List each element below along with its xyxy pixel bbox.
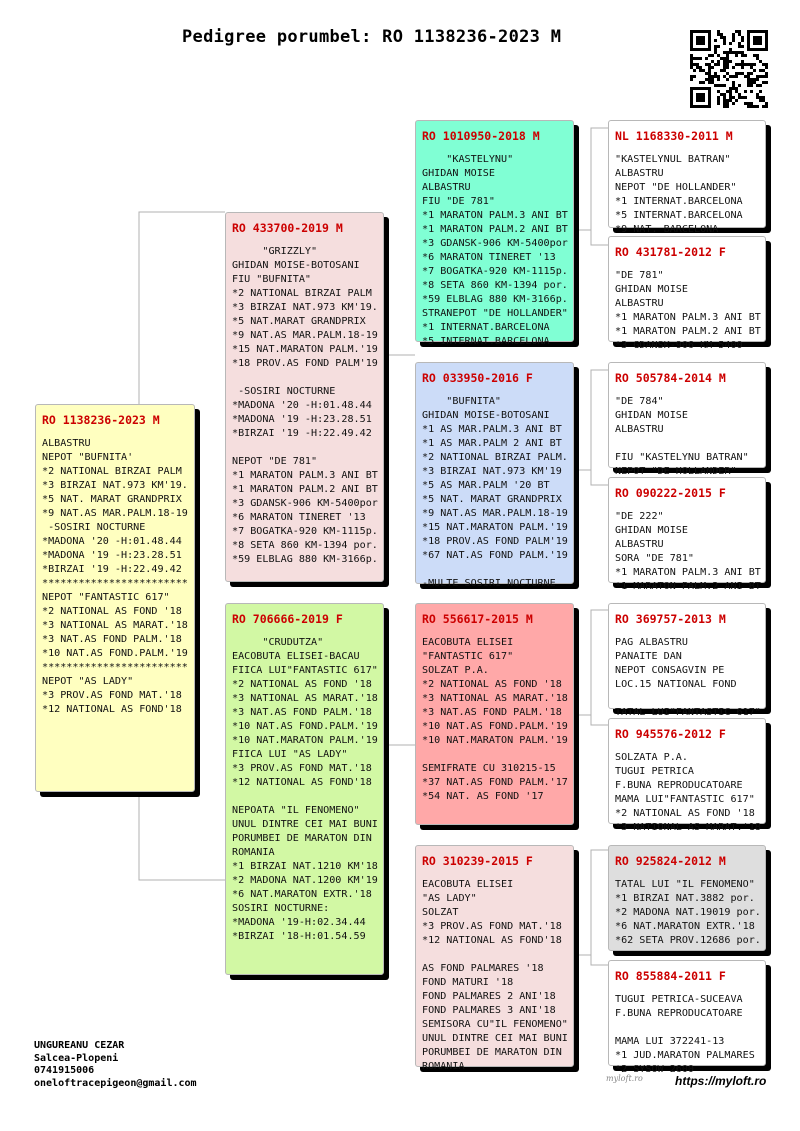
pedigree-card-dd-sire[interactable] bbox=[608, 845, 766, 951]
pedigree-line: *67 NAT.AS FOND PALM.'19 bbox=[422, 550, 568, 561]
breeder-location: Salcea-Plopeni bbox=[34, 1052, 119, 1064]
pedigree-line: STRANEPOT "DE HOLLANDER" bbox=[422, 308, 568, 319]
pedigree-line: NEPOT "DE HOLLANDER" bbox=[615, 182, 737, 193]
ring-number: RO 925824-2012 M bbox=[615, 854, 726, 868]
pedigree-line: *3 BIRZAI NAT.973 KM'19. bbox=[232, 302, 378, 313]
ring-number: NL 1168330-2011 M bbox=[615, 129, 733, 143]
pedigree-line: *12 NATIONAL AS FOND'18 bbox=[232, 777, 372, 788]
breeder-info bbox=[34, 1040, 197, 1090]
pedigree-card-ds-sire[interactable] bbox=[608, 603, 766, 718]
pedigree-line: *2 MADONA NAT.1200 KM'19 bbox=[232, 875, 378, 886]
pedigree-line: GHIDAN MOISE bbox=[422, 168, 495, 179]
pedigree-line bbox=[232, 790, 377, 804]
signature: myloft.ro bbox=[606, 1074, 643, 1083]
pedigree-line: *MADONA '19-H:02.34.44 bbox=[232, 917, 366, 928]
pedigree-line: *2 NATIONAL BIRZAI PALM. bbox=[422, 452, 568, 463]
pedigree-line: *37 NAT.AS FOND PALM.'17 bbox=[422, 777, 568, 788]
pedigree-line: FIICA LUI "AS LADY" bbox=[232, 749, 348, 760]
pedigree-line: *1 MARATON PALM.2 ANI BT bbox=[422, 224, 568, 235]
pedigree-line: *2 NATIONAL AS FOND '18 bbox=[422, 679, 562, 690]
pedigree-line: *18 PROV.AS FOND PALM'19 bbox=[422, 536, 568, 547]
pedigree-line: *5 NAT. MARAT GRANDPRIX bbox=[42, 494, 182, 505]
website-link[interactable]: https://myloft.ro bbox=[675, 1074, 767, 1088]
pedigree-line: TUGUI PETRICA-SUCEAVA bbox=[615, 994, 743, 1005]
pedigree-line: "CRUDUTZA" bbox=[232, 637, 324, 648]
pedigree-line: FOND PALMARES 2 ANI'18 bbox=[422, 991, 556, 1002]
pedigree-line: "DE 781" bbox=[615, 270, 664, 281]
pedigree-line: ************************ bbox=[42, 662, 188, 673]
pedigree-line: "GRIZZLY" bbox=[232, 246, 318, 257]
pedigree-line: *1 MARATON PALM.3 ANI BT bbox=[232, 470, 378, 481]
pedigree-line: *MADONA '19 -H:23.28.51 bbox=[232, 414, 372, 425]
pedigree-line: NEPOT CONSAGVIN PE bbox=[615, 665, 725, 676]
pedigree-card-sd-sire[interactable] bbox=[608, 362, 766, 477]
pedigree-line bbox=[615, 437, 759, 451]
pedigree-line: *MADONA '19 -H:23.28.51 bbox=[42, 550, 182, 561]
pedigree-line: *BIRZAI '18-H:01.54.59 bbox=[232, 931, 366, 942]
pedigree-line: *2 SYSOW 2600 bbox=[615, 1064, 695, 1075]
pedigree-line: *6 MARATON TINERET '13 bbox=[422, 252, 556, 263]
pedigree-line: *1 BIRZAI NAT.1210 KM'18 bbox=[232, 861, 378, 872]
pedigree-line: *1 MARATON PALM.2 ANI BT bbox=[615, 326, 761, 337]
pedigree-line: PORUMBEI DE MARATON DIN bbox=[232, 833, 372, 844]
pedigree-line: NEPOT "BUFNITA' bbox=[42, 452, 134, 463]
pedigree-line: FIU "KASTELYNU BATRAN" bbox=[615, 452, 749, 463]
pedigree-line: FIU "DE 781" bbox=[422, 196, 495, 207]
pedigree-line: *9 NAT.AS MAR.PALM.18-19 bbox=[232, 330, 378, 341]
pedigree-line: *9 NAT.AS MAR.PALM.18-19 bbox=[422, 508, 568, 519]
pedigree-line bbox=[422, 748, 567, 762]
pedigree-line: AS FOND PALMARES '18 bbox=[422, 963, 544, 974]
pedigree-line: *1 INTERNAT.BARCELONA bbox=[422, 322, 550, 333]
pedigree-line: -SOSIRI NOCTURNE bbox=[232, 386, 336, 397]
pedigree-line: *8 SETA 860 KM-1394 por. bbox=[232, 540, 378, 551]
pedigree-line: *1 MARATON PALM.2 ANI BT bbox=[232, 484, 378, 495]
pedigree-line: *10 NAT.AS FOND.PALM.'19 bbox=[232, 721, 378, 732]
pedigree-line: NEPOT "FANTASTIC 617" bbox=[42, 592, 170, 603]
pedigree-line: NEPOT "DE HOLLANDER" bbox=[615, 466, 737, 477]
pedigree-line: *8 SETA 860 KM-1394 por. bbox=[422, 280, 568, 291]
ring-number: RO 706666-2019 F bbox=[232, 612, 343, 626]
ring-number: RO 945576-2012 F bbox=[615, 727, 726, 741]
pedigree-line: *15 NAT.MARATON PALM.'19 bbox=[422, 522, 568, 533]
pedigree-line: *1 AS MAR.PALM 2 ANI BT bbox=[422, 438, 562, 449]
pedigree-line: ALBASTRU bbox=[422, 182, 471, 193]
pedigree-line: PORUMBEI DE MARATON DIN bbox=[422, 1047, 562, 1058]
ring-number: RO 433700-2019 M bbox=[232, 221, 343, 235]
pedigree-line: PANAITE DAN bbox=[615, 651, 682, 662]
pedigree-line bbox=[232, 441, 377, 455]
pedigree-card-sd-dam[interactable] bbox=[608, 477, 766, 592]
pedigree-line: TUGUI PETRICA bbox=[615, 766, 695, 777]
pedigree-line: MAMA LUI 372241-13 bbox=[615, 1036, 725, 1047]
pedigree-line bbox=[422, 948, 567, 962]
pedigree-line: *6 NAT.MARATON EXTR.'18 bbox=[232, 889, 372, 900]
pedigree-line: FIU "BUFNITA" bbox=[232, 274, 312, 285]
pedigree-line bbox=[615, 1021, 759, 1035]
pedigree-line: SOLZAT bbox=[422, 907, 459, 918]
pedigree-line: *7 BOGATKA-920 KM-1115p. bbox=[232, 526, 378, 537]
pedigree-line: EACOBUTA ELISEI bbox=[422, 879, 514, 890]
pedigree-card-subject[interactable] bbox=[35, 404, 195, 792]
ring-number: RO 431781-2012 F bbox=[615, 245, 726, 259]
pedigree-line: ALBASTRU bbox=[615, 424, 664, 435]
ring-number: RO 1010950-2018 M bbox=[422, 129, 540, 143]
pedigree-line: *1 MARATON PALM.3 ANI BT bbox=[615, 567, 761, 578]
pedigree-line: *5 NAT.MARAT GRANDPRIX bbox=[232, 316, 366, 327]
pedigree-line: *15 NAT.MARATON PALM.'19 bbox=[232, 344, 378, 355]
pedigree-line: *5 INTERNAT.BARCELONA bbox=[422, 336, 550, 347]
pedigree-line: *BIRZAI '19 -H:22.49.42 bbox=[232, 428, 372, 439]
pedigree-line: SOSIRI NOCTURNE: bbox=[232, 903, 330, 914]
pedigree-line: *12 NATIONAL AS FOND'18 bbox=[422, 935, 562, 946]
pedigree-line: "DE 222" bbox=[615, 511, 664, 522]
pedigree-card-sire[interactable] bbox=[225, 212, 384, 582]
pedigree-line: EACOBUTA ELISEI-BACAU bbox=[232, 651, 360, 662]
pedigree-line: *2 NATIONAL AS FOND '18 bbox=[615, 808, 755, 819]
pedigree-line: MAMA LUI"FANTASTIC 617" bbox=[615, 794, 755, 805]
pedigree-line: LOC.15 NATIONAL FOND bbox=[615, 679, 737, 690]
pedigree-line: *3 NATIONAL AS MARAT.'18 bbox=[42, 620, 188, 631]
pedigree-line: FOND PALMARES 3 ANI'18 bbox=[422, 1005, 556, 1016]
page-title: Pedigree porumbel: RO 1138236-2023 M bbox=[182, 27, 562, 47]
pedigree-line: *2 NATIONAL AS FOND '18 bbox=[232, 679, 372, 690]
pedigree-line: TATAL LUI"FANTASTIC 617" bbox=[615, 707, 761, 718]
pedigree-line: "BUFNITA" bbox=[422, 396, 502, 407]
pedigree-line: *3 BIRZAI NAT.973 KM'19 bbox=[422, 466, 562, 477]
pedigree-line: *3 GDANSK-906 KM-5400 bbox=[615, 340, 743, 351]
pedigree-line: *3 GDANSK-906 KM-5400por bbox=[232, 498, 378, 509]
ring-number: RO 1138236-2023 M bbox=[42, 413, 160, 427]
pedigree-line: NEPOATA "IL FENOMENO" bbox=[232, 805, 360, 816]
pedigree-line: *3 GDANSK-906 KM-5400por bbox=[422, 238, 568, 249]
pedigree-line: *3 NAT.AS FOND PALM.'18 bbox=[232, 707, 372, 718]
pedigree-line: *10 NAT.AS FOND.PALM.'19 bbox=[42, 648, 188, 659]
pedigree-card-sire-sire[interactable] bbox=[415, 120, 574, 347]
pedigree-line: ALBASTRU bbox=[615, 168, 664, 179]
pedigree-line: SEMIFRATE CU 310215-15 bbox=[422, 763, 556, 774]
ring-number: RO 855884-2011 F bbox=[615, 969, 726, 983]
pedigree-card-dam[interactable] bbox=[225, 603, 384, 975]
pedigree-line: *5 INTERNAT.BARCELONA bbox=[615, 210, 743, 221]
pedigree-line: GHIDAN MOISE bbox=[615, 410, 688, 421]
pedigree-line: *5 NAT. MARAT GRANDPRIX bbox=[422, 494, 562, 505]
pedigree-line: *2 NATIONAL AS FOND '18 bbox=[42, 606, 182, 617]
breeder-name: UNGUREANU CEZAR bbox=[34, 1040, 125, 1051]
pedigree-line: *3 NATIONAL AS MARAT.'18 bbox=[615, 822, 761, 833]
pedigree-line: *54 NAT. AS FOND '17 bbox=[422, 791, 544, 802]
pedigree-line: *1 JUD.MARATON PALMARES bbox=[615, 1050, 755, 1061]
pedigree-line: TATAL LUI "IL FENOMENO" bbox=[615, 879, 755, 890]
pedigree-line: ROMANIA bbox=[422, 1061, 465, 1072]
pedigree-line: *3 NAT.AS FOND PALM.'18 bbox=[422, 707, 562, 718]
pedigree-line: FOND MATURI '18 bbox=[422, 977, 514, 988]
pedigree-card-ss-dam[interactable] bbox=[608, 236, 766, 351]
pedigree-line: *MADONA '20 -H:01.48.44 bbox=[232, 400, 372, 411]
ring-number: RO 369757-2013 M bbox=[615, 612, 726, 626]
ring-number: RO 033950-2016 F bbox=[422, 371, 533, 385]
pedigree-line: *3 BIRZAI NAT.973 KM'19. bbox=[42, 480, 188, 491]
pedigree-line: *1 MARATON PALM.3 ANI BT bbox=[615, 312, 761, 323]
pedigree-line: *18 PROV.AS FOND PALM'19 bbox=[232, 358, 378, 369]
pedigree-line: EACOBUTA ELISEI bbox=[422, 637, 514, 648]
pedigree-line: *10 NAT.MARATON PALM.'19 bbox=[232, 735, 378, 746]
ring-number: RO 505784-2014 M bbox=[615, 371, 726, 385]
pedigree-line: GHIDAN MOISE bbox=[615, 284, 688, 295]
pedigree-line: *BIRZAI '19 -H:22.49.42 bbox=[42, 564, 182, 575]
pedigree-line: *5 AS MAR.PALM '20 BT bbox=[422, 480, 550, 491]
breeder-email[interactable]: oneloftracepigeon@gmail.com bbox=[34, 1077, 197, 1089]
pedigree-line: *3 PROV.AS FOND MAT.'18 bbox=[422, 921, 562, 932]
pedigree-line: "DE 784" bbox=[615, 396, 664, 407]
pedigree-line: *1 MARATON PALM.3 ANI BT bbox=[422, 210, 568, 221]
pedigree-line: *3 NAT.AS FOND PALM.'18 bbox=[42, 634, 182, 645]
pedigree-line: F.BUNA REPRODUCATOARE bbox=[615, 1008, 743, 1019]
pedigree-line: PAG ALBASTRU bbox=[615, 637, 688, 648]
pedigree-line: F.BUNA REPRODUCATOARE bbox=[615, 780, 743, 791]
pedigree-line: *62 SETA PROV.12686 por. bbox=[615, 935, 761, 946]
pedigree-line: *3 NATIONAL AS MARAT.'18 bbox=[422, 693, 568, 704]
pedigree-line: *6 NAT.MARATON EXTR.'18 bbox=[615, 921, 755, 932]
pedigree-line: *3 NATIONAL AS MARAT.'18 bbox=[232, 693, 378, 704]
pedigree-line: FIICA LUI"FANTASTIC 617" bbox=[232, 665, 378, 676]
pedigree-card-dam-sire[interactable] bbox=[415, 603, 574, 825]
pedigree-line: "FANTASTIC 617" bbox=[422, 651, 514, 662]
pedigree-line: *2 NATIONAL BIRZAI PALM bbox=[232, 288, 372, 299]
pedigree-line: *59 ELBLAG 880 KM-3166p. bbox=[232, 554, 378, 565]
pedigree-line: UNUL DINTRE CEI MAI BUNI bbox=[232, 819, 378, 830]
pedigree-line: -MULTE SOSIRI NOCTURNE bbox=[422, 578, 556, 589]
pedigree-line: ROMANIA bbox=[232, 847, 275, 858]
pedigree-card-dam-dam[interactable] bbox=[415, 845, 574, 1072]
pedigree-line: *1 MARATON PALM.2 ANI BT bbox=[615, 581, 761, 592]
pedigree-line: "KASTELYNUL BATRAN" bbox=[615, 154, 731, 165]
pedigree-line: NEPOT "DE 781" bbox=[232, 456, 318, 467]
pedigree-line: GHIDAN MOISE-BOTOSANI bbox=[232, 260, 360, 271]
pedigree-line: *3 PROV.AS FOND MAT.'18 bbox=[42, 690, 182, 701]
pedigree-card-ss-sire[interactable] bbox=[608, 120, 766, 235]
pedigree-line: ALBASTRU bbox=[615, 539, 664, 550]
pedigree-line: *59 ELBLAG 880 KM-3166p. bbox=[422, 294, 568, 305]
pedigree-line: SEMISORA CU"IL FENOMENO" bbox=[422, 1019, 568, 1030]
pedigree-line: GHIDAN MOISE-BOTOSANI bbox=[422, 410, 550, 421]
pedigree-line: SOLZAT P.A. bbox=[422, 665, 489, 676]
pedigree-line: *1 BIRZAI NAT.3882 por. bbox=[615, 893, 755, 904]
pedigree-line: SORA "DE 781" bbox=[615, 553, 695, 564]
pedigree-line: *7 BOGATKA-920 KM-1115p. bbox=[422, 266, 568, 277]
ring-number: RO 556617-2015 M bbox=[422, 612, 533, 626]
pedigree-line: *2 MADONA NAT.19019 por. bbox=[615, 907, 761, 918]
pedigree-line: *12 NATIONAL AS FOND'18 bbox=[42, 704, 182, 715]
ring-number: RO 310239-2015 F bbox=[422, 854, 533, 868]
pedigree-card-sire-dam[interactable] bbox=[415, 362, 574, 589]
pedigree-line: ************************ bbox=[42, 578, 188, 589]
pedigree-line: -SOSIRI NOCTURNE bbox=[42, 522, 146, 533]
pedigree-line bbox=[422, 563, 567, 577]
pedigree-line: "KASTELYNU" bbox=[422, 154, 514, 165]
pedigree-line: *2 NATIONAL BIRZAI PALM bbox=[42, 466, 182, 477]
pedigree-line: NEPOT "AS LADY" bbox=[42, 676, 134, 687]
pedigree-line: *9 NAT.AS MAR.PALM.18-19 bbox=[42, 508, 188, 519]
breeder-phone[interactable]: 0741915006 bbox=[34, 1065, 95, 1076]
pedigree-line: *9 NAT. BARCELONA bbox=[615, 224, 719, 235]
pedigree-line: ALBASTRU bbox=[615, 298, 664, 309]
pedigree-line: GHIDAN MOISE bbox=[615, 525, 688, 536]
pedigree-line: UNUL DINTRE CEI MAI BUNI bbox=[422, 1033, 568, 1044]
pedigree-card-dd-dam[interactable] bbox=[608, 960, 766, 1075]
pedigree-line: SOLZATA P.A. bbox=[615, 752, 688, 763]
pedigree-line: ALBASTRU bbox=[42, 438, 91, 449]
pedigree-line: *10 NAT.AS FOND.PALM.'19 bbox=[422, 721, 568, 732]
pedigree-line: *MADONA '20 -H:01.48.44 bbox=[42, 536, 182, 547]
pedigree-card-ds-dam[interactable] bbox=[608, 718, 766, 833]
pedigree-line: *1 AS MAR.PALM.3 ANI BT bbox=[422, 424, 562, 435]
pedigree-line: "AS LADY" bbox=[422, 893, 477, 904]
pedigree-line: *6 MARATON TINERET '13 bbox=[232, 512, 366, 523]
pedigree-line: *1 INTERNAT.BARCELONA bbox=[615, 196, 743, 207]
pedigree-line: *3 PROV.AS FOND MAT.'18 bbox=[232, 763, 372, 774]
pedigree-line: *10 NAT.MARATON PALM.'19 bbox=[422, 735, 568, 746]
pedigree-line bbox=[232, 371, 377, 385]
pedigree-line bbox=[615, 692, 759, 706]
ring-number: RO 090222-2015 F bbox=[615, 486, 726, 500]
